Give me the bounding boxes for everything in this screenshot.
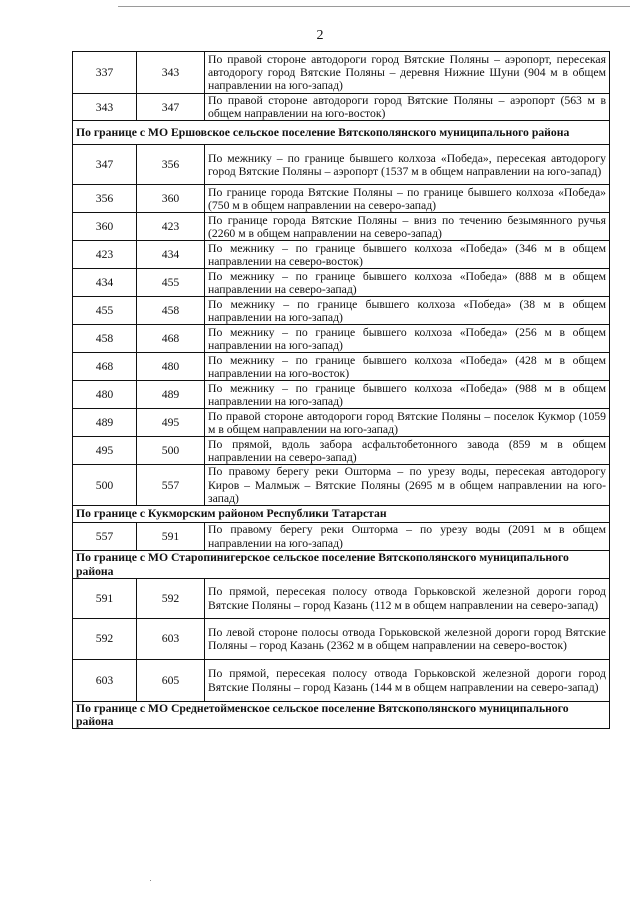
boundary-table: [72, 51, 610, 729]
from-point-cell: 591: [73, 579, 137, 619]
description-cell: По межнику – по границе бывшего колхоза «Победа» (256 м в общем направлении на юго-запад): [205, 325, 610, 353]
description-cell: По прямой, пересекая полосу отвода Горьковской железной дороги город Вятские Поляны – город Казань (144 м в общем направлении на северо-запад): [205, 660, 610, 702]
to-point-cell: 480: [137, 353, 205, 381]
to-point-cell: 347: [137, 94, 205, 121]
table-row: [73, 52, 610, 94]
section-header-row: [73, 506, 610, 523]
from-point-cell: 434: [73, 269, 137, 297]
table-row: [73, 437, 610, 465]
to-point-cell: 495: [137, 409, 205, 437]
section-header-row: [73, 702, 610, 729]
table-row: [73, 145, 610, 185]
from-point-cell: 356: [73, 185, 137, 213]
to-point-cell: 343: [137, 52, 205, 94]
description-cell: По прямой, вдоль забора асфальтобетонного завода (859 м в общем направлении на северо-запад): [205, 437, 610, 465]
table-row: [73, 325, 610, 353]
from-point-cell: 347: [73, 145, 137, 185]
to-point-cell: 423: [137, 213, 205, 241]
table-row: [73, 353, 610, 381]
to-point-cell: 591: [137, 523, 205, 551]
to-point-cell: 458: [137, 297, 205, 325]
table-row: [73, 185, 610, 213]
description-cell: По правому берегу реки Ошторма – по урезу воды, пересекая автодорогу Киров – Малмыж – Вятские Поляны (2695 м в общем направлении на юго-запад): [205, 465, 610, 506]
from-point-cell: 495: [73, 437, 137, 465]
from-point-cell: 337: [73, 52, 137, 94]
section-header-text: По границе с МО Ершовское сельское поселение Вятскополянского муниципального района: [73, 121, 610, 145]
table-row: [73, 409, 610, 437]
from-point-cell: 343: [73, 94, 137, 121]
boundary-table-body: [73, 52, 610, 729]
from-point-cell: 458: [73, 325, 137, 353]
from-point-cell: 489: [73, 409, 137, 437]
table-row: [73, 241, 610, 269]
to-point-cell: 603: [137, 619, 205, 660]
from-point-cell: 360: [73, 213, 137, 241]
description-cell: По правой стороне автодороги город Вятские Поляны – аэропорт (563 м в общем направлении на юго-восток): [205, 94, 610, 121]
to-point-cell: 500: [137, 437, 205, 465]
description-cell: По правой стороне автодороги город Вятские Поляны – поселок Кукмор (1059 м в общем направлении на юго-запад): [205, 409, 610, 437]
table-row: [73, 523, 610, 551]
from-point-cell: 603: [73, 660, 137, 702]
scan-speck: [150, 880, 151, 881]
to-point-cell: 592: [137, 579, 205, 619]
description-cell: По межнику – по границе бывшего колхоза «Победа» (38 м в общем направлении на юго-запад): [205, 297, 610, 325]
to-point-cell: 360: [137, 185, 205, 213]
section-header-text: По границе с Кукморским районом Республики Татарстан: [73, 506, 610, 523]
description-cell: По границе города Вятские Поляны – вниз по течению безымянного ручья (2260 м в общем направлении на северо-запад): [205, 213, 610, 241]
description-cell: По межнику – по границе бывшего колхоза «Победа» (988 м в общем направлении на юго-запад): [205, 381, 610, 409]
from-point-cell: 500: [73, 465, 137, 506]
table-row: [73, 269, 610, 297]
table-row: [73, 213, 610, 241]
from-point-cell: 455: [73, 297, 137, 325]
from-point-cell: 468: [73, 353, 137, 381]
to-point-cell: 557: [137, 465, 205, 506]
table-row: [73, 619, 610, 660]
section-header-row: [73, 551, 610, 579]
description-cell: По правому берегу реки Ошторма – по урезу воды (2091 м в общем направлении на юго-запад): [205, 523, 610, 551]
description-cell: По межнику – по границе бывшего колхоза «Победа», пересекая автодорогу город Вятские Поляны – аэропорт (1537 м в общем направлении на юго-запад): [205, 145, 610, 185]
table-row: [73, 579, 610, 619]
from-point-cell: 423: [73, 241, 137, 269]
to-point-cell: 434: [137, 241, 205, 269]
table-row: [73, 660, 610, 702]
table-row: [73, 465, 610, 506]
section-header-text: По границе с МО Среднетойменское сельское поселение Вятскополянского муниципального района: [73, 702, 610, 729]
to-point-cell: 489: [137, 381, 205, 409]
table-row: [73, 297, 610, 325]
table-row: [73, 94, 610, 121]
description-cell: По межнику – по границе бывшего колхоза «Победа» (428 м в общем направлении на юго-восток): [205, 353, 610, 381]
section-header-text: По границе с МО Старопинигерское сельское поселение Вятскополянского муниципального района: [73, 551, 610, 579]
from-point-cell: 557: [73, 523, 137, 551]
description-cell: По прямой, пересекая полосу отвода Горьковской железной дороги город Вятские Поляны – город Казань (112 м в общем направлении на северо-запад): [205, 579, 610, 619]
from-point-cell: 480: [73, 381, 137, 409]
table-row: [73, 381, 610, 409]
scan-top-edge-line: [118, 6, 630, 7]
from-point-cell: 592: [73, 619, 137, 660]
section-header-row: [73, 121, 610, 145]
to-point-cell: 605: [137, 660, 205, 702]
description-cell: По границе города Вятские Поляны – по границе бывшего колхоза «Победа» (750 м в общем направлении на северо-запад): [205, 185, 610, 213]
to-point-cell: 468: [137, 325, 205, 353]
page-number: 2: [316, 28, 324, 43]
description-cell: По правой стороне автодороги город Вятские Поляны – аэропорт, пересекая автодорогу город Вятские Поляны – деревня Нижние Шуни (904 м в общем направлении на юго-запад): [205, 52, 610, 94]
to-point-cell: 455: [137, 269, 205, 297]
to-point-cell: 356: [137, 145, 205, 185]
description-cell: По межнику – по границе бывшего колхоза «Победа» (888 м в общем направлении на северо-запад): [205, 269, 610, 297]
description-cell: По межнику – по границе бывшего колхоза «Победа» (346 м в общем направлении на северо-восток): [205, 241, 610, 269]
description-cell: По левой стороне полосы отвода Горьковской железной дороги город Вятские Поляны – город Казань (2362 м в общем направлении на северо-восток): [205, 619, 610, 660]
